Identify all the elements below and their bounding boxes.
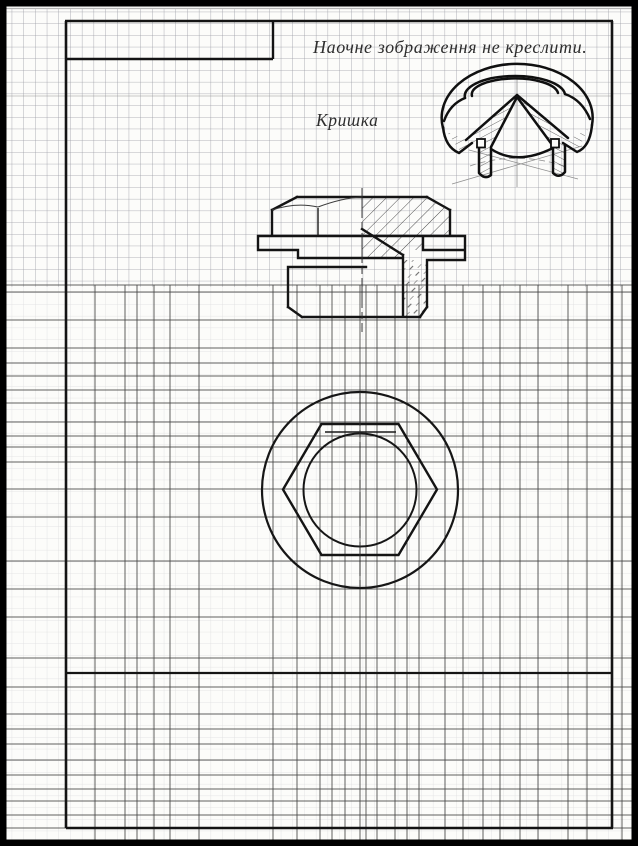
left-thread-notch: [477, 139, 485, 148]
part-label: Кришка: [316, 110, 379, 130]
right-thread-notch: [551, 139, 559, 148]
skirt-wall-hatch: [403, 260, 427, 317]
note-text: Наочне зображення не креслити.: [313, 37, 588, 57]
